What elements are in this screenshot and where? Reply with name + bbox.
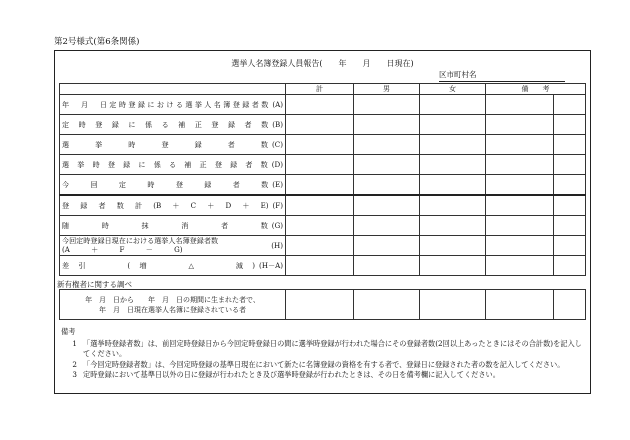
row-code: (E) — [272, 180, 283, 189]
new-voters-total-cell[interactable] — [286, 290, 354, 320]
table-row — [60, 256, 586, 276]
row-remarks-cell[interactable] — [486, 256, 554, 276]
row-male-cell[interactable] — [354, 256, 420, 276]
row-female-cell[interactable] — [420, 216, 486, 236]
row-female-cell[interactable] — [420, 175, 486, 196]
table-header-row — [60, 84, 586, 95]
new-voters-row — [60, 290, 586, 320]
row-extra-cell[interactable] — [554, 175, 586, 196]
row-label-wrap — [62, 201, 283, 211]
row-label — [60, 236, 286, 256]
row-code: (F) — [272, 201, 283, 210]
row-remarks-cell[interactable] — [486, 155, 554, 175]
row-label-wrap — [62, 180, 283, 190]
table-row — [60, 175, 586, 196]
row-total-cell[interactable] — [286, 95, 354, 115]
row-male-cell[interactable] — [354, 175, 420, 196]
row-code: (B) — [272, 120, 283, 129]
row-total-cell[interactable] — [286, 195, 354, 216]
registration-table — [59, 83, 586, 276]
row-label-text: 定時登録に係る補正登録者数 — [62, 119, 269, 129]
row-total-cell[interactable] — [286, 256, 354, 276]
row-label-wrap — [62, 261, 283, 271]
form-number: 第2号様式(第6条関係) — [54, 37, 140, 47]
row-label-wrap — [62, 100, 283, 110]
new-voters-remarks-cell[interactable] — [486, 290, 554, 320]
new-voters-line1: 年 月 日から 年 月 日の期間に生まれた者で、 — [85, 295, 260, 304]
note-item — [61, 339, 585, 360]
row-male-cell[interactable] — [354, 216, 420, 236]
table-row — [60, 135, 586, 155]
row-female-cell[interactable] — [420, 95, 486, 115]
row-label-text — [62, 237, 267, 254]
row-male-cell[interactable] — [354, 95, 420, 115]
row-label — [60, 216, 286, 236]
row-total-cell[interactable] — [286, 155, 354, 175]
row-extra-cell[interactable] — [554, 195, 586, 216]
municipality-field[interactable]: 区市町村名 — [439, 69, 565, 82]
row-code: (H) — [271, 241, 283, 250]
row-label-text: 年 月 日定時登録における選挙人名簿登録者数 — [62, 99, 269, 109]
row-extra-cell[interactable] — [554, 256, 586, 276]
row-label — [60, 256, 286, 276]
table-row — [60, 236, 586, 256]
row-label-text: 選挙時登録に係る補正登録者数 — [62, 159, 268, 169]
row-female-cell[interactable] — [420, 115, 486, 135]
new-voters-table — [59, 289, 586, 320]
row-label-wrap — [62, 160, 283, 170]
header-total: 計 — [286, 84, 354, 95]
new-voters-label — [60, 290, 286, 320]
row-code: (C) — [272, 140, 283, 149]
note-item — [61, 360, 585, 371]
row-remarks-cell[interactable] — [486, 115, 554, 135]
row-code: (G) — [271, 221, 283, 230]
row-remarks-cell[interactable] — [486, 216, 554, 236]
row-label — [60, 195, 286, 216]
row-extra-cell[interactable] — [554, 95, 586, 115]
header-female: 女 — [420, 84, 486, 95]
note-number: 1 — [72, 338, 77, 348]
notes-heading: 備考 — [61, 327, 76, 336]
row-total-cell[interactable] — [286, 175, 354, 196]
row-remarks-cell[interactable] — [486, 95, 554, 115]
new-voters-heading: 新有権者に関する調べ — [57, 280, 132, 289]
row-male-cell[interactable] — [354, 115, 420, 135]
table-row — [60, 195, 586, 216]
row-label-line1: 今回定時登録日現在における選挙人名簿登録者数 — [62, 236, 219, 245]
note-number: 3 — [72, 370, 77, 379]
row-male-cell[interactable] — [354, 195, 420, 216]
row-code: (H－A) — [259, 260, 283, 270]
row-total-cell[interactable] — [286, 216, 354, 236]
row-remarks-cell[interactable] — [486, 195, 554, 216]
row-label-wrap — [62, 237, 283, 254]
row-extra-cell[interactable] — [554, 115, 586, 135]
row-extra-cell[interactable] — [554, 236, 586, 256]
row-total-cell[interactable] — [286, 236, 354, 256]
row-extra-cell[interactable] — [554, 216, 586, 236]
table-row — [60, 155, 586, 175]
row-label-wrap — [62, 221, 283, 231]
row-code: (D) — [271, 160, 283, 169]
row-label — [60, 135, 286, 155]
report-title: 選挙人名簿登録人員報告( 年 月 日現在) — [231, 59, 414, 68]
form-frame — [54, 50, 591, 394]
row-total-cell[interactable] — [286, 135, 354, 155]
row-total-cell[interactable] — [286, 115, 354, 135]
row-extra-cell[interactable] — [554, 135, 586, 155]
note-text: 「選挙時登録者数」は、前回定時登録日から今回定時登録日の間に選挙時登録が行われた場合にその登録者数(2回以上あったときにはその合計数)を記入してください。 — [83, 338, 582, 358]
row-female-cell[interactable] — [420, 195, 486, 216]
row-label-wrap — [62, 140, 283, 150]
table-row — [60, 115, 586, 135]
row-male-cell[interactable] — [354, 135, 420, 155]
row-female-cell[interactable] — [420, 155, 486, 175]
row-female-cell[interactable] — [420, 256, 486, 276]
new-voters-male-cell[interactable] — [354, 290, 420, 320]
note-text: 「今回定時登録者数」は、今回定時登録の基準日現在において新たに名簿登録の資格を有する者で、登録日に登録された者の数を記入してください。 — [83, 359, 565, 369]
row-label-text: 随時抹消者数 — [62, 220, 268, 230]
row-label — [60, 115, 286, 135]
new-voters-line2: 年 月 日現在選挙人名簿に登録されている者 — [99, 305, 246, 314]
row-label — [60, 155, 286, 175]
row-remarks-cell[interactable] — [486, 236, 554, 256]
row-label — [60, 175, 286, 196]
table-row — [60, 95, 586, 115]
row-code: (A) — [272, 100, 283, 109]
row-label-text: 差引 (増 △ 減) — [62, 260, 256, 270]
table-row — [60, 216, 586, 236]
header-remarks: 備 考 — [486, 84, 586, 95]
row-label — [60, 95, 286, 115]
row-label-text: 選挙時登録者数 — [62, 139, 269, 149]
row-female-cell[interactable] — [420, 236, 486, 256]
row-male-cell[interactable] — [354, 236, 420, 256]
row-label-text: 登録者数計(B＋C＋D＋E) — [62, 200, 269, 210]
note-number: 2 — [72, 359, 77, 369]
row-label-wrap — [62, 120, 283, 130]
row-female-cell[interactable] — [420, 135, 486, 155]
new-voters-extra-cell[interactable] — [554, 290, 586, 320]
row-remarks-cell[interactable] — [486, 175, 554, 196]
new-voters-female-cell[interactable] — [420, 290, 486, 320]
note-item — [61, 370, 585, 381]
row-extra-cell[interactable] — [554, 155, 586, 175]
header-blank — [60, 84, 286, 95]
header-male: 男 — [354, 84, 420, 95]
notes-section — [61, 327, 585, 381]
row-label-text: 今回定時登録者数 — [62, 179, 269, 189]
note-text: 定時登録において基準日以外の日に登録が行われたとき及び選挙時登録が行われたときは、その日を備考欄に記入してください。 — [83, 370, 500, 379]
row-remarks-cell[interactable] — [486, 135, 554, 155]
row-male-cell[interactable] — [354, 155, 420, 175]
row-label-line2: (A ＋ F － G) — [62, 244, 183, 254]
